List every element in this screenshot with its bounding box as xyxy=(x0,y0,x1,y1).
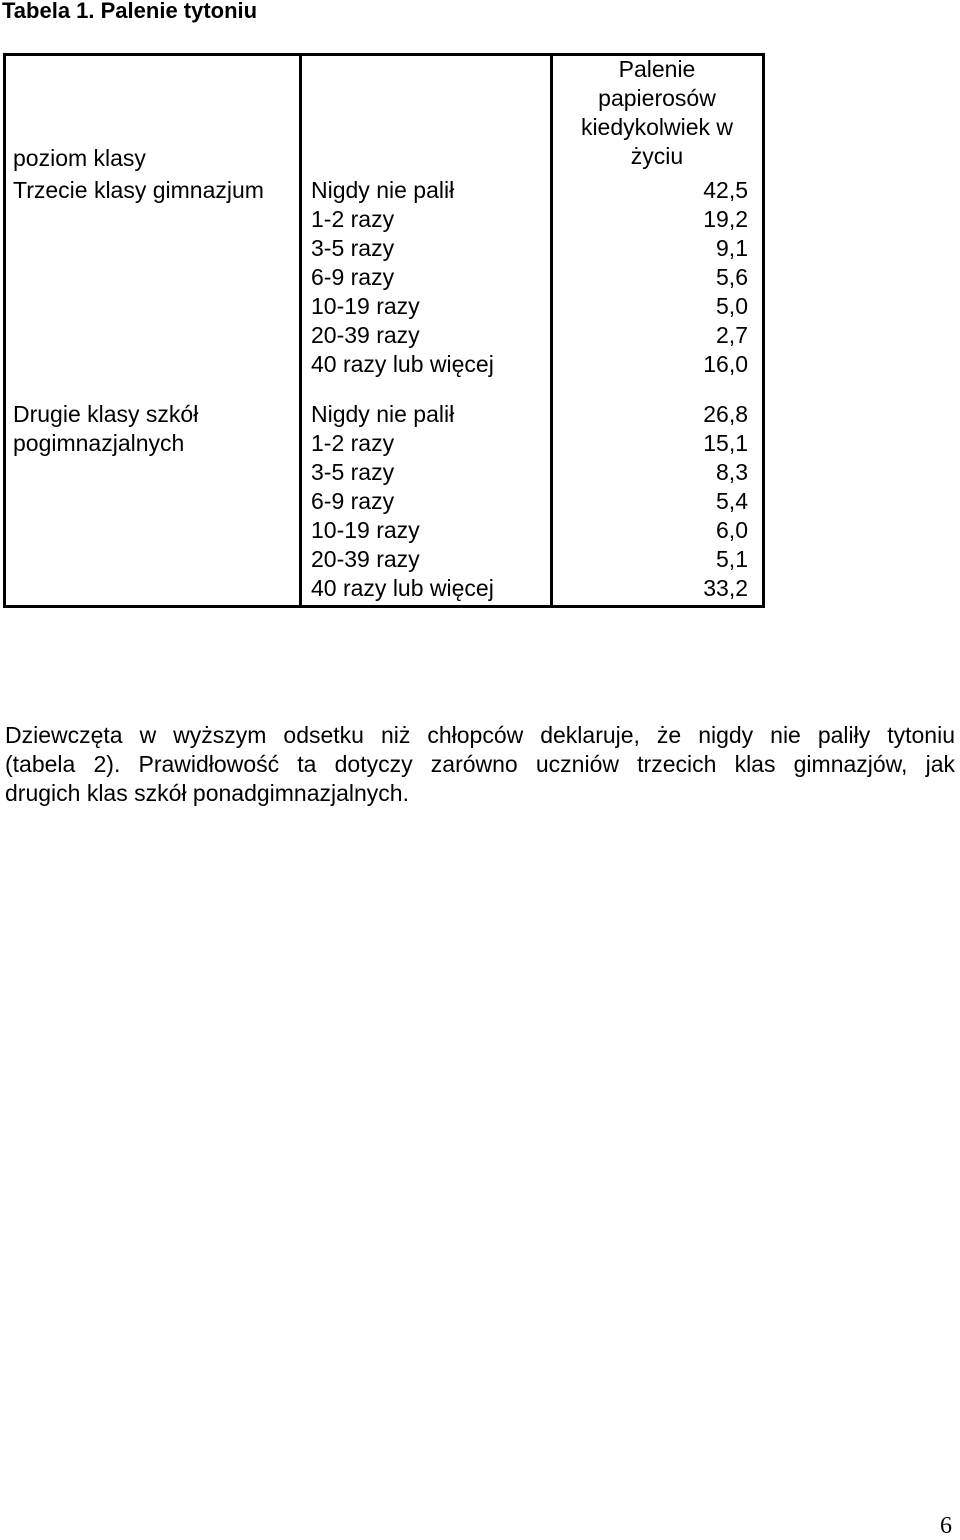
category-cell: Nigdy nie palił xyxy=(311,177,455,203)
category-cell: 6-9 razy xyxy=(311,264,395,290)
category-cell: Nigdy nie palił xyxy=(311,401,455,427)
table-column-divider-1 xyxy=(299,53,302,608)
value-cell: 42,5 xyxy=(703,177,748,203)
level-label-gimnazjum: Trzecie klasy gimnazjum xyxy=(13,177,264,203)
header-class-level: poziom klasy xyxy=(13,145,146,171)
value-cell: 19,2 xyxy=(703,206,748,232)
value-cell: 2,7 xyxy=(716,322,748,348)
page-number: 6 xyxy=(940,1513,952,1539)
value-cell: 16,0 xyxy=(703,351,748,377)
category-cell: 3-5 razy xyxy=(311,235,395,261)
table-title: Tabela 1. Palenie tytoniu xyxy=(2,0,258,23)
value-cell: 9,1 xyxy=(716,235,748,261)
category-cell: 40 razy lub więcej xyxy=(311,575,494,601)
value-cell: 26,8 xyxy=(703,401,748,427)
category-cell: 10-19 razy xyxy=(311,293,420,319)
value-cell: 6,0 xyxy=(716,517,748,543)
category-cell: 20-39 razy xyxy=(311,322,420,348)
value-cell: 15,1 xyxy=(703,430,748,456)
value-cell: 33,2 xyxy=(703,575,748,601)
value-cell: 5,1 xyxy=(716,546,748,572)
paragraph-line: drugich klas szkół ponadgimnazjalnych. xyxy=(5,780,409,806)
level-label-pogimnazjalne-line2: pogimnazjalnych xyxy=(13,430,185,456)
header-line: życiu xyxy=(630,143,684,169)
category-cell: 10-19 razy xyxy=(311,517,420,543)
paragraph-line: Dziewczęta w wyższym odsetku niż chłopców deklaruje, że nigdy nie paliły tytoniu xyxy=(5,722,955,748)
level-label-pogimnazjalne: Drugie klasy szkół xyxy=(13,401,199,427)
category-cell: 1-2 razy xyxy=(311,430,395,456)
table-column-divider-2 xyxy=(550,53,553,608)
header-line: Palenie xyxy=(618,56,696,82)
category-cell: 3-5 razy xyxy=(311,459,395,485)
value-cell: 5,4 xyxy=(716,488,748,514)
category-cell: 40 razy lub więcej xyxy=(311,351,494,377)
value-cell: 5,6 xyxy=(716,264,748,290)
value-cell: 5,0 xyxy=(716,293,748,319)
header-smoking-ever xyxy=(557,55,757,171)
category-cell: 1-2 razy xyxy=(311,206,395,232)
paragraph-line: (tabela 2). Prawidłowość ta dotyczy zarówno uczniów trzecich klas gimnazjów, jak xyxy=(5,751,955,777)
body-paragraph xyxy=(5,721,955,808)
header-line: kiedykolwiek w xyxy=(580,114,734,140)
category-cell: 20-39 razy xyxy=(311,546,420,572)
header-line: papierosów xyxy=(598,85,716,111)
value-cell: 8,3 xyxy=(716,459,748,485)
category-cell: 6-9 razy xyxy=(311,488,395,514)
